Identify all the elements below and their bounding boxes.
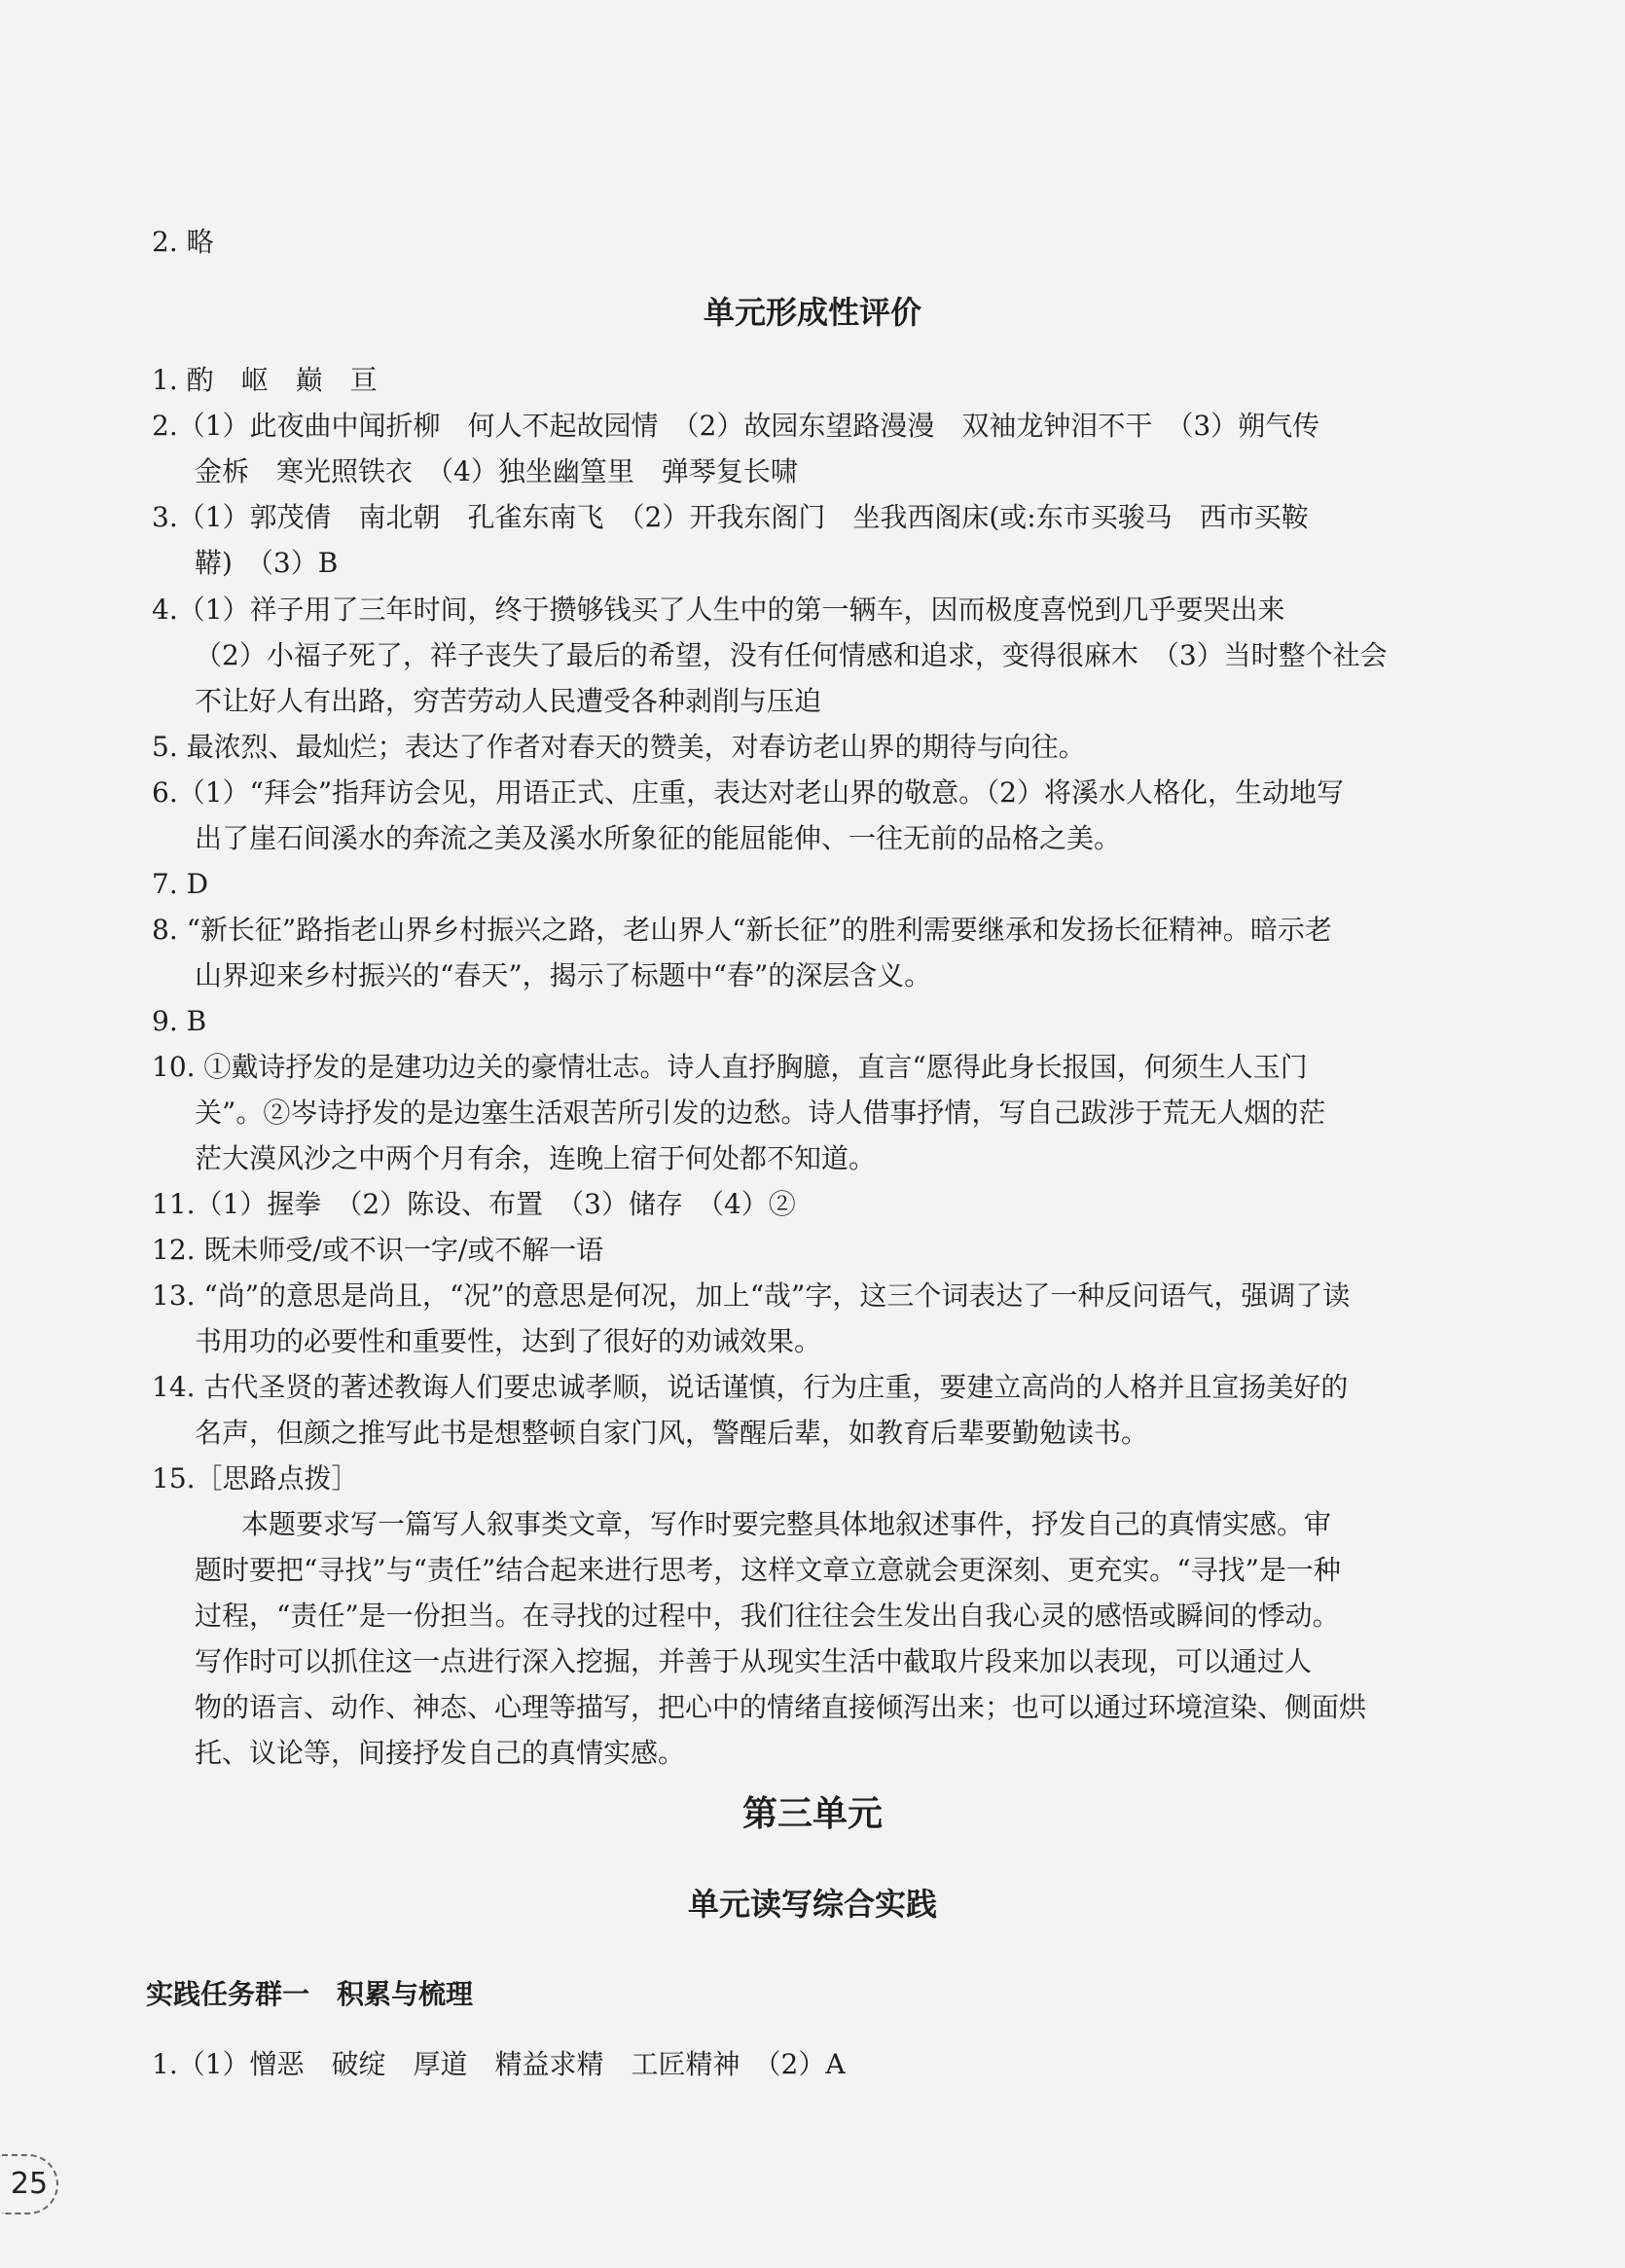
answer-line: 写作时可以抓住这一点进行深入挖掘，并善于从现实生活中截取片段来加以表现，可以通过人 — [195, 1645, 1313, 1677]
answer-line: 13. “尚”的意思是尚且，“况”的意思是何况，加上“哉”字，这三个词表达了一种反问语气，强调了读 — [152, 1279, 1351, 1312]
answer-line: 过程，“责任”是一份担当。在寻找的过程中，我们往往会生发出自我心灵的感悟或瞬间的悸动。 — [195, 1600, 1340, 1632]
section-title-reading-writing: 单元读写综合实践 — [687, 1886, 937, 1923]
answer-line: 书用功的必要性和重要性，达到了很好的劝诫效果。 — [195, 1325, 822, 1357]
answer-line: 出了崖石间溪水的奔流之美及溪水所象征的能屈能伸、一往无前的品格之美。 — [195, 822, 1122, 854]
answer-line: 茫大漠风沙之中两个月有余，连晚上宿于何处都不知道。 — [195, 1142, 877, 1174]
answer-line: 托、议论等，间接抒发自己的真情实感。 — [195, 1737, 686, 1769]
answer-line: 2.（1）此夜曲中闻折柳 何人不起故园情 （2）故园东望路漫漫 双袖龙钟泪不干 （3）朔气传 — [152, 410, 1320, 442]
unit-title: 第三单元 — [741, 1794, 883, 1834]
section-title-formative-evaluation: 单元形成性评价 — [703, 294, 921, 331]
answer-line: 6.（1）“拜会”指拜访会见，用语正式、庄重，表达对老山界的敬意。（2）将溪水人格化，生动地写 — [152, 776, 1344, 809]
answer-line: 5. 最浓烈、最灿烂；表达了作者对春天的赞美，对春访老山界的期待与向往。 — [152, 731, 1086, 763]
answer-line: 金柝 寒光照铁衣 （4）独坐幽篁里 弹琴复长啸 — [195, 455, 798, 487]
answer-line: 4.（1）祥子用了三年时间，终于攒够钱买了人生中的第一辆车，因而极度喜悦到几乎要哭出来 — [152, 594, 1285, 626]
answer-line: 鞯) （3）B — [195, 547, 339, 579]
answer-line: 山界迎来乡村振兴的“春天”，揭示了标题中“春”的深层含义。 — [195, 959, 932, 991]
answer-line: 7. D — [152, 868, 209, 900]
answer-line: 12. 既未师受/或不识一字/或不解一语 — [152, 1234, 604, 1266]
answer-line: 15.［思路点拨］ — [152, 1462, 359, 1494]
answer-line: 物的语言、动作、神态、心理等描写，把心中的情绪直接倾泻出来；也可以通过环境渲染、侧面烘 — [195, 1691, 1367, 1723]
answer-line: 14. 古代圣贤的著述教诲人们要忠诚孝顺，说话谨慎，行为庄重，要建立高尚的人格并且宣扬美好的 — [152, 1371, 1349, 1403]
page-number: 25 — [2, 2154, 58, 2214]
answer-prev-item: 2. 略 — [152, 226, 214, 258]
answer-line: 8. “新长征”路指老山界乡村振兴之路，老山界人“新长征”的胜利需要继承和发扬长征精神。暗示老 — [152, 914, 1332, 946]
answer-line: 10. ①戴诗抒发的是建功边关的豪情壮志。诗人直抒胸臆，直言“愿得此身长报国，何须生人玉门 — [152, 1051, 1308, 1083]
answer-line: （2）小福子死了，祥子丧失了最后的希望，没有任何情感和追求，变得很麻木 （3）当时整个社会 — [195, 639, 1388, 671]
answer-line: 本题要求写一篇写人叙事类文章，写作时要完整具体地叙述事件，抒发自己的真情实感。审 — [241, 1508, 1332, 1540]
answer-line: 3.（1）郭茂倩 南北朝 孔雀东南飞 （2）开我东阁门 坐我西阁床(或:东市买骏马 西市买鞍 — [152, 501, 1309, 533]
answer-line: 不让好人有出路，穷苦劳动人民遭受各种剥削与压迫 — [195, 685, 822, 717]
answer-line: 1.（1）憎恶 破绽 厚道 精益求精 工匠精神 （2）A — [152, 2048, 846, 2080]
task-group-title: 实践任务群一 积累与梳理 — [146, 1978, 474, 2010]
answer-line: 11.（1）握拳 （2）陈设、布置 （3）储存 （4）② — [152, 1188, 796, 1220]
answer-line: 1. 酌 岖 巅 亘 — [152, 364, 378, 396]
answer-line: 9. B — [152, 1005, 207, 1037]
answer-line: 题时要把“寻找”与“责任”结合起来进行思考，这样文章立意就会更深刻、更充实。“寻找”是一种 — [195, 1554, 1341, 1586]
answer-line: 名声，但颜之推写此书是想整顿自家门风，警醒后辈，如教育后辈要勤勉读书。 — [195, 1417, 1149, 1449]
answer-line: 关”。②岑诗抒发的是边塞生活艰苦所引发的边愁。诗人借事抒情，写自己跋涉于荒无人烟的茫 — [195, 1097, 1326, 1129]
